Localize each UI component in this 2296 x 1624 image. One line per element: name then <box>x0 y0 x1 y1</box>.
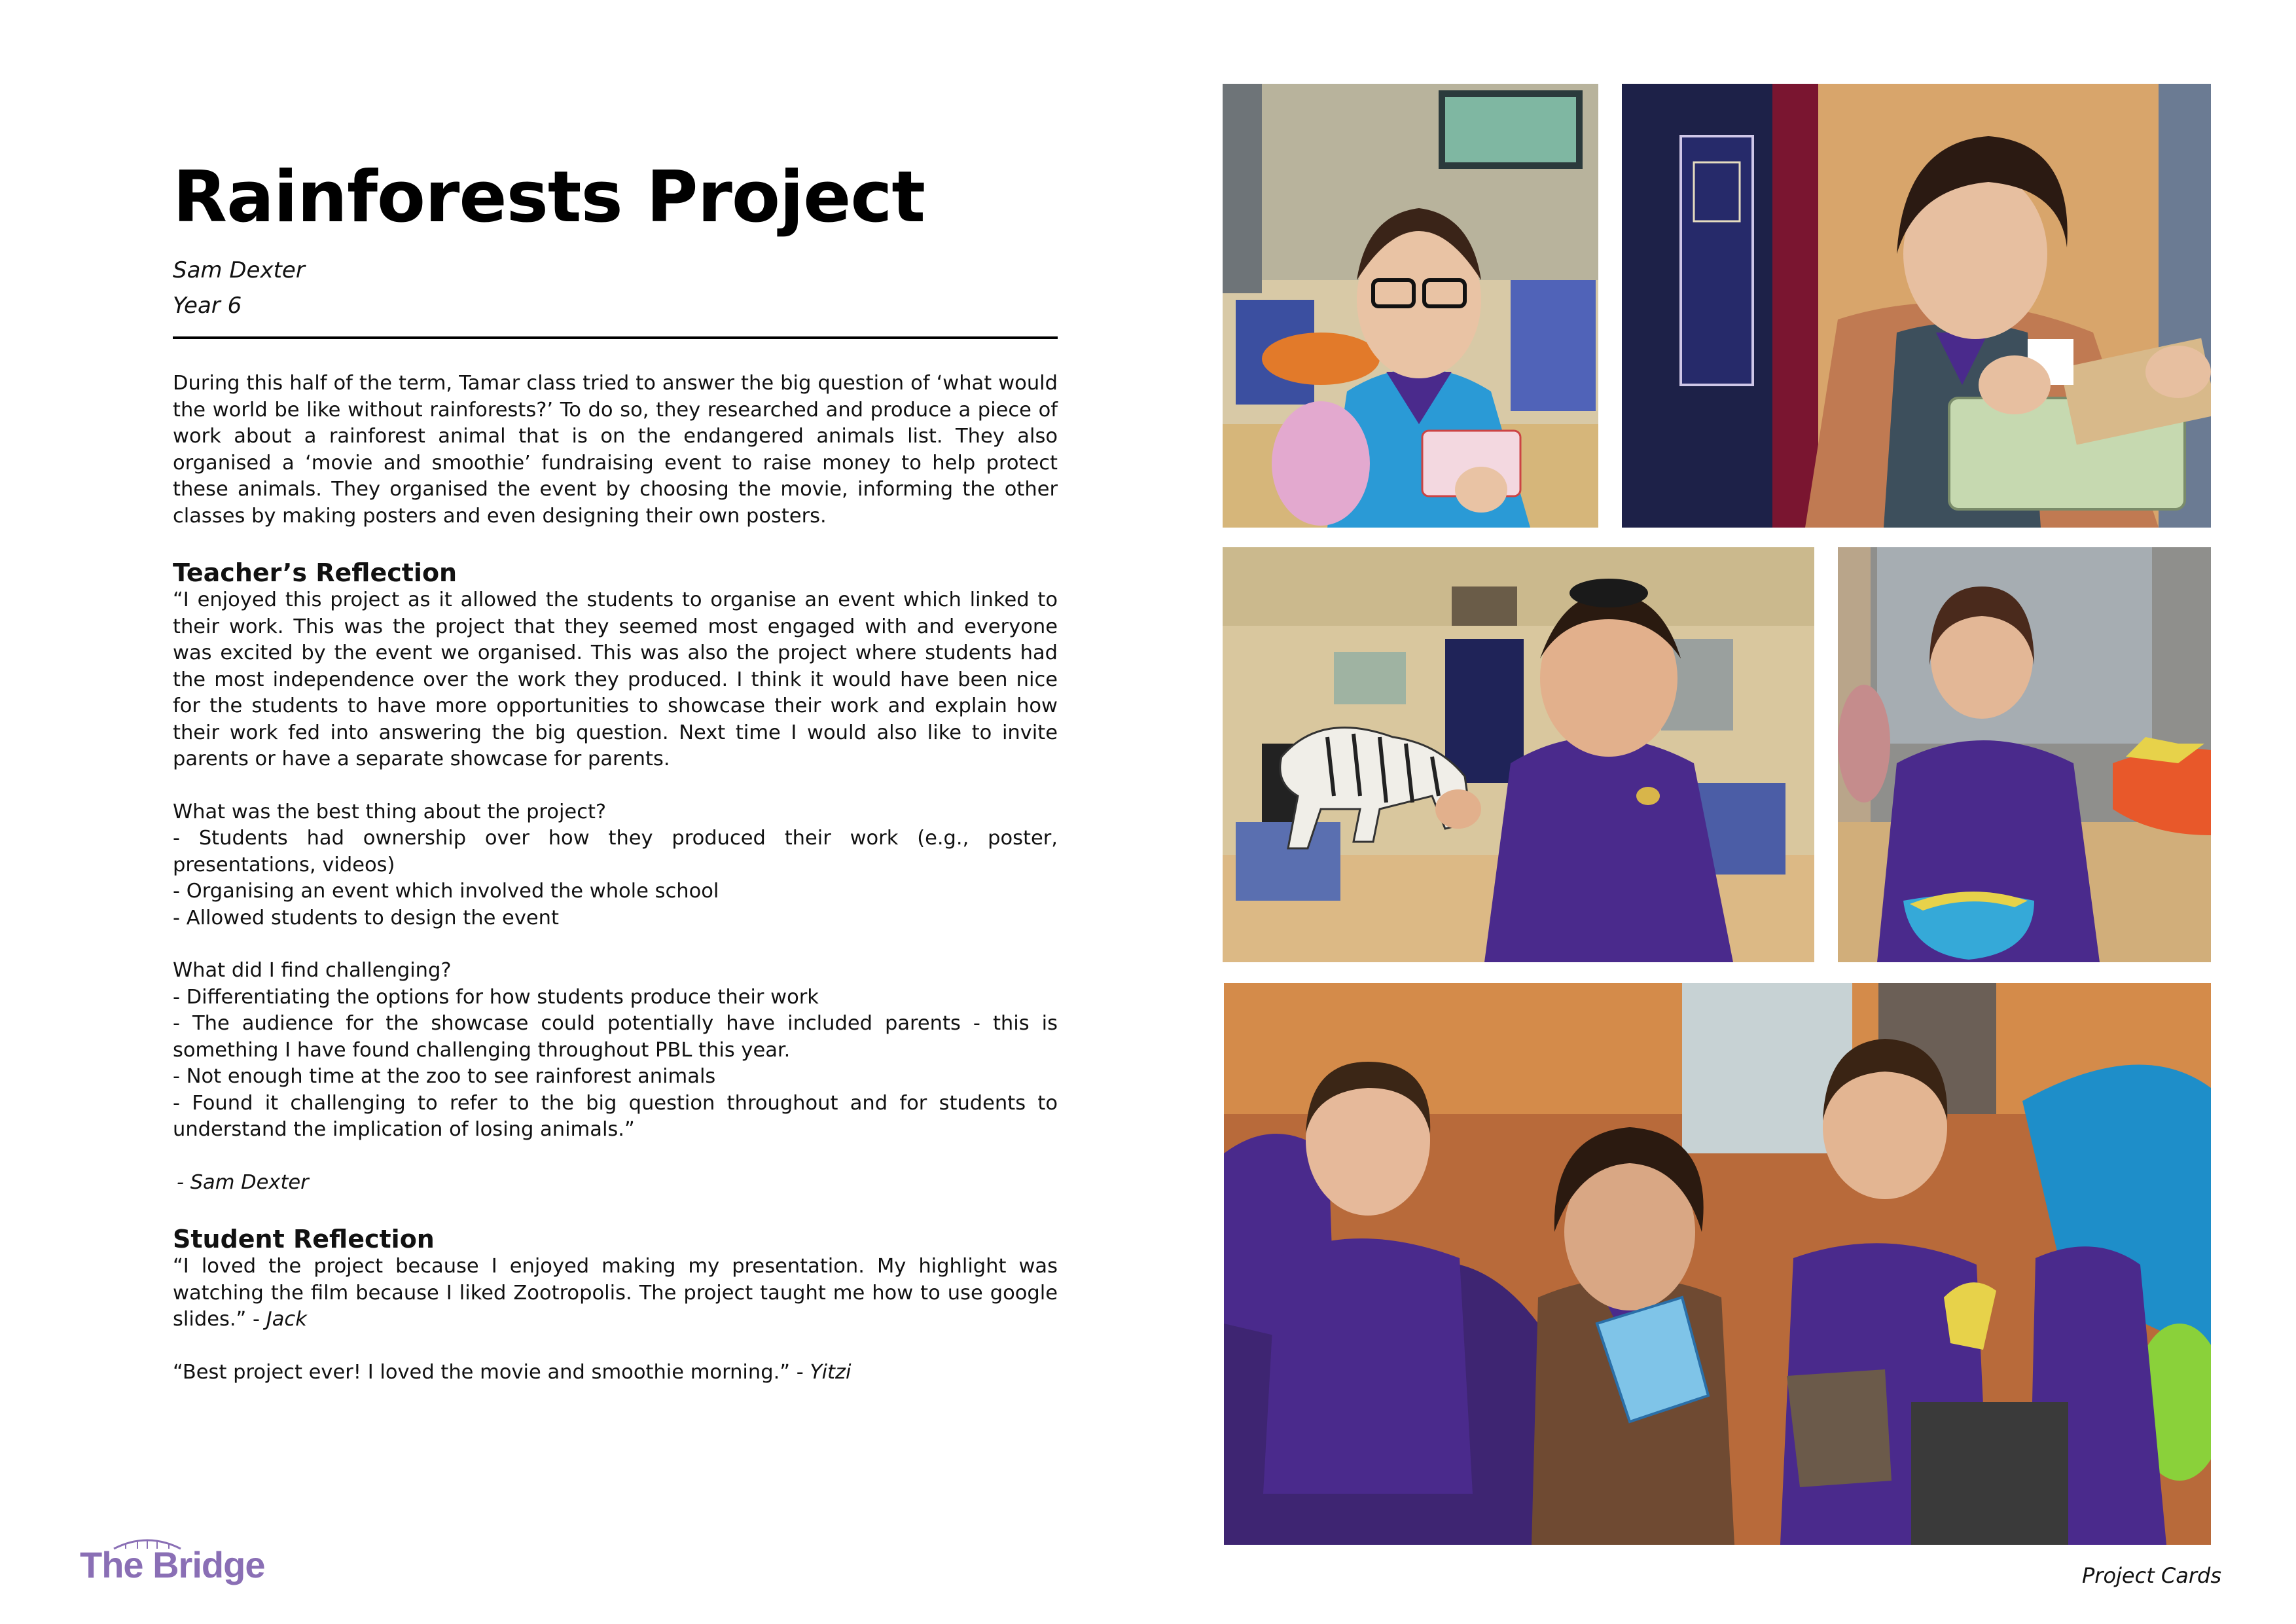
the-bridge-logo <box>80 1532 276 1591</box>
author-name: Sam Dexter <box>173 257 305 284</box>
teacher-quote: “I enjoyed this project as it allowed the students to organise an event which linked to their work. This was the project that they seemed most engaged with and everyone was excited by the event we organised. This was also the project where students had the most independence over the work they produced. I think it would have been nice for the students to have more opportunities to showcase their work and explain how their work fed into answering the big question. Next time I would also like to invite parents or have a separate showcase for parents. <box>173 588 1058 771</box>
list-item: - Found it challenging to refer to the big question throughout and for students to understand the implication of losing animals.” <box>173 1091 1058 1142</box>
list-item: - Allowed students to design the event <box>173 906 559 929</box>
photo-boy-with-tiger <box>1223 547 1814 962</box>
title-divider <box>173 336 1058 339</box>
challenging-list <box>173 984 1058 1144</box>
list-item: - Organising an event which involved the whole school <box>173 880 719 903</box>
photo-girl-with-bowls <box>1838 547 2211 962</box>
challenging-question: What did I find challenging? <box>173 959 452 983</box>
student-reflection-heading: Student Reflection <box>173 1225 435 1254</box>
best-thing-list <box>173 825 1058 931</box>
list-item: - Students had ownership over how they produced their work (e.g., poster, presentations, videos) <box>173 827 1058 876</box>
text-column <box>173 157 1058 1386</box>
list-item: - Differentiating the options for how students produce their work <box>173 985 819 1009</box>
footer-label: Project Cards <box>2081 1563 2221 1588</box>
list-item: - The audience for the showcase could potentially have included parents - this is something I have found challenging throughout PBL this year. <box>173 1012 1058 1062</box>
student-name: Yitzi <box>810 1360 852 1384</box>
student-quote-yitzi <box>173 1360 1058 1386</box>
photo-boy-with-glasses <box>1223 84 1598 528</box>
teacher-signature: - Sam Dexter <box>177 1170 309 1194</box>
page-title: Rainforests Project <box>173 156 925 238</box>
student-quote-jack <box>173 1254 1058 1333</box>
quote-text: “Best project ever! I loved the movie and smoothie morning.” - <box>173 1360 810 1384</box>
best-thing-question: What was the best thing about the project? <box>173 800 607 823</box>
year-group: Year 6 <box>173 293 242 319</box>
photo-boy-with-box <box>1622 84 2211 528</box>
author-block <box>173 253 1058 323</box>
list-item: - Not enough time at the zoo to see rainforest animals <box>173 1065 716 1089</box>
logo-text: The Bridge <box>80 1544 265 1585</box>
intro-paragraph: During this half of the term, Tamar class tried to answer the big question of ‘what would the world be like without rainforests?’ To do so, they researched and produce a piece of work about a rainforest animal that is on the endangered animals list. They also organised a ‘movie and smoothie’ fundraising event to raise money to help protect these animals. They organised the event by choosing the movie, informing the other classes by making posters and even designing their own posters. <box>173 372 1058 528</box>
student-name: Jack <box>266 1308 307 1331</box>
quote-text: “I loved the project because I enjoyed making my presentation. My highlight was watching the film because I liked Zootropolis. The project taught me how to use google slides.” - <box>173 1255 1058 1331</box>
teacher-reflection-heading: Teacher’s Reflection <box>173 558 457 588</box>
photo-children-watching-film <box>1224 983 2211 1545</box>
